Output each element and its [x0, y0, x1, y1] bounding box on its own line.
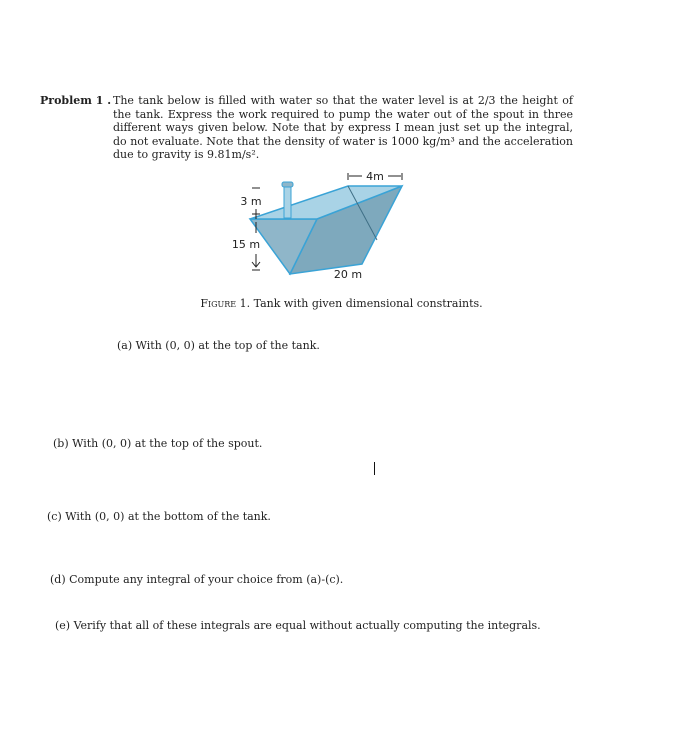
- spout: [284, 184, 291, 218]
- part-d-label: (d): [50, 573, 66, 586]
- dim-height-label: 15 m: [231, 238, 261, 251]
- part-c: [47, 510, 271, 523]
- dim-length-label: 20 m: [333, 268, 363, 281]
- problem-label: Problem 1 .: [40, 94, 112, 107]
- caption-text: Tank with given dimensional constraints.: [253, 297, 483, 310]
- part-b-label: (b): [53, 437, 69, 450]
- dim-spout-label: 3 m: [240, 195, 262, 208]
- part-d: [50, 573, 343, 586]
- part-e-label: (e): [55, 619, 71, 632]
- problem-text: The tank below is filled with water so that the water level is at 2/3 the height of the tank. Express the work required to pump the water out of the spout in three different ways given below. Note that by express I mean just set up the integral, do not evaluate. Note that the density of water is 1000 kg/m³ and the acceleration due to gravity is 9.81m/s².: [113, 94, 573, 161]
- part-c-label: (c): [47, 510, 62, 523]
- caption-label: Figure 1.: [200, 297, 251, 310]
- dim-top-label: 4m: [366, 170, 384, 183]
- part-a-text: With (0, 0) at the top of the tank.: [135, 339, 320, 352]
- tank-diagram: [230, 164, 420, 286]
- part-c-text: With (0, 0) at the bottom of the tank.: [65, 510, 271, 523]
- part-b: [53, 437, 262, 450]
- tank-figure: [230, 164, 420, 286]
- part-a: [117, 339, 320, 352]
- text-cursor: [374, 462, 375, 475]
- part-e-text: Verify that all of these integrals are equal without actually computing the integrals.: [73, 619, 541, 632]
- spout-cap: [282, 182, 293, 187]
- part-b-text: With (0, 0) at the top of the spout.: [72, 437, 263, 450]
- part-d-text: Compute any integral of your choice from (a)-(c).: [69, 573, 344, 586]
- part-a-label: (a): [117, 339, 133, 352]
- figure-caption: [0, 297, 683, 310]
- part-e: [55, 619, 541, 632]
